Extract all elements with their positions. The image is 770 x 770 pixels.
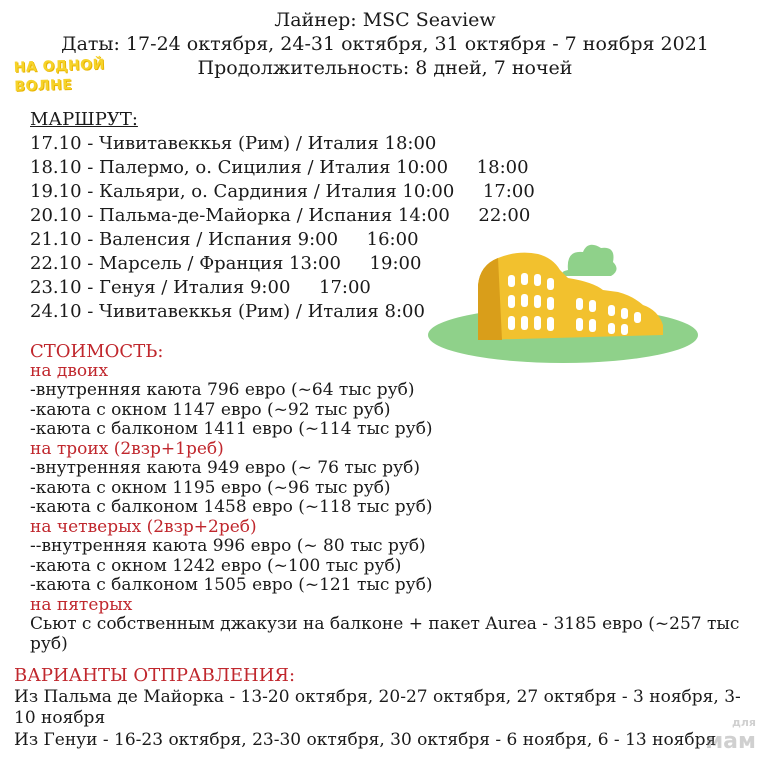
route-item: 22.10 - Марсель / Франция 13:00 19:00 xyxy=(30,253,422,274)
route-item: 20.10 - Пальма-де-Майорка / Испания 14:00 22:00 xyxy=(30,205,531,226)
route-item: 19.10 - Кальяри, о. Сардиния / Италия 10:00 17:00 xyxy=(30,181,535,202)
group-label-three: на троих (2взр+1реб) xyxy=(30,438,224,459)
departure-palma: Из Пальма де Майорка - 13-20 октября, 20-27 октября, 27 октября - 3 ноября, 3-10 ноября xyxy=(14,686,741,728)
prices-section xyxy=(30,342,745,654)
watermark-big: мам xyxy=(705,729,756,754)
price-item: -каюта с окном 1242 евро (~100 тыс руб) xyxy=(30,555,402,576)
price-item: -каюта с балконом 1505 евро (~121 тыс руб) xyxy=(30,575,433,595)
group-label-four: на четверых (2взр+2реб) xyxy=(30,516,257,537)
tree-bush xyxy=(562,245,616,276)
route-item: 23.10 - Генуя / Италия 9:00 17:00 xyxy=(30,277,371,298)
suite-price: Сьют с собственным джакузи на балконе + пакет Aurea - 3185 евро (~257 тыс руб) xyxy=(30,614,740,654)
watermark xyxy=(705,716,756,754)
colosseum-shade xyxy=(478,258,502,340)
group-label-five: на пятерых xyxy=(30,594,133,615)
price-item: -внутренняя каюта 796 евро (~64 тыс руб) xyxy=(30,380,415,400)
route-title: МАРШРУТ: xyxy=(30,109,138,130)
group-label-two: на двоих xyxy=(30,360,109,381)
departures-title: ВАРИАНТЫ ОТПРАВЛЕНИЯ: xyxy=(14,665,296,686)
route-item: 18.10 - Палермо, о. Сицилия / Италия 10:00 18:00 xyxy=(30,157,529,178)
duration-line: Продолжительность: 8 дней, 7 ночей xyxy=(197,57,573,79)
price-item: -внутренняя каюта 949 евро (~ 76 тыс руб) xyxy=(30,458,420,478)
liner-title: Лайнер: MSC Seaview xyxy=(274,9,496,31)
logo-line-1: НА ОДНОЙ xyxy=(13,56,106,76)
price-item: -каюта с балконом 1411 евро (~114 тыс руб) xyxy=(30,419,433,439)
watermark-small: для xyxy=(731,716,756,729)
departures-section xyxy=(14,665,754,751)
prices-title: СТОИМОСТЬ: xyxy=(30,341,164,362)
route-item: 21.10 - Валенсия / Испания 9:00 16:00 xyxy=(30,229,419,250)
route-item: 24.10 - Чивитавеккья (Рим) / Италия 8:00 xyxy=(30,301,425,322)
logo-line-2: ВОЛНЕ xyxy=(14,76,73,95)
dates-line: Даты: 17-24 октября, 24-31 октября, 31 октября - 7 ноября 2021 xyxy=(61,33,709,55)
departure-genoa: Из Генуи - 16-23 октября, 23-30 октября, 30 октября - 6 ноября, 6 - 13 ноября xyxy=(14,729,717,750)
price-item: -каюта с окном 1147 евро (~92 тыс руб) xyxy=(30,399,391,420)
price-item: -каюта с балконом 1458 евро (~118 тыс руб) xyxy=(30,497,433,517)
price-item: --внутренняя каюта 996 евро (~ 80 тыс руб) xyxy=(30,536,426,556)
route-item: 17.10 - Чивитавеккья (Рим) / Италия 18:00 xyxy=(30,133,437,154)
price-item: -каюта с окном 1195 евро (~96 тыс руб) xyxy=(30,477,391,498)
brand-logo xyxy=(13,55,124,97)
